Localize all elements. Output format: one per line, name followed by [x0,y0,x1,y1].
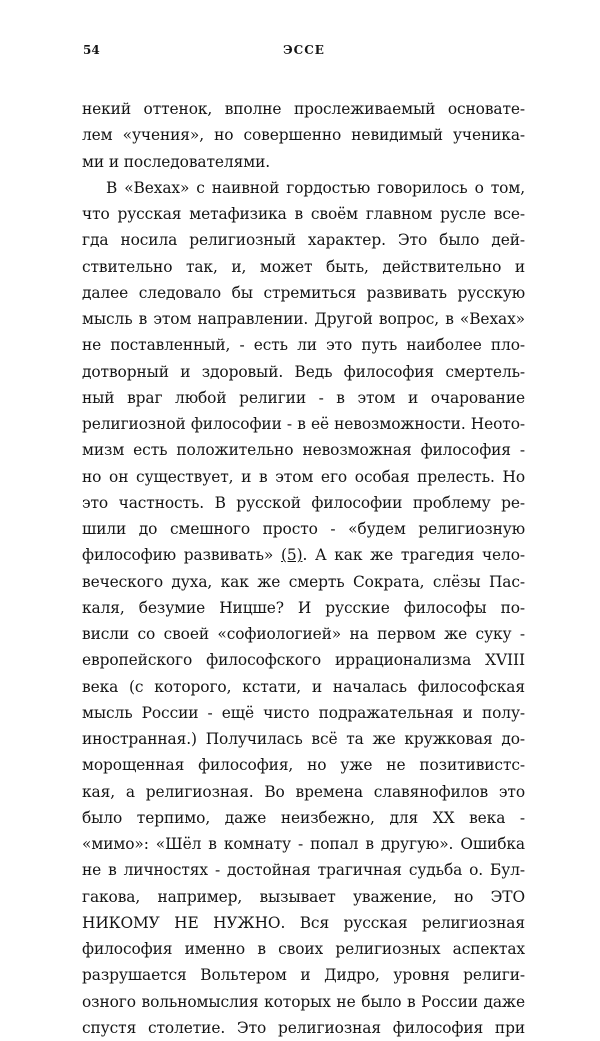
text-line: шили до смешного просто - «будем религиозную [82,520,525,538]
text-line: не поставленный, - есть ли это путь наиболее пло- [82,336,525,355]
footnote-reference-link[interactable]: (5) [280,546,303,565]
text-line: В «Вехах» с наивной гордостью говорилось о том, [106,178,525,197]
text-line: веческого духа, как же смерть Сократа, слёзы Пас- [82,572,525,591]
text-line: не в личностях - достойная трагичная судьба о. Бул- [82,861,525,880]
text-line: было терпимо, даже неизбежно, для XX века - [82,808,525,827]
text-line: иностранная.) Получилась всё та же кружковая до- [82,730,525,748]
text-line: «мимо»: «Шёл в комнату - попал в другую». Ошибка [82,835,525,853]
text-line: мысль России - ещё чисто подражательная и полу- [82,703,525,722]
text-line: ствительно так, и, может быть, действительно и [82,257,525,276]
page-number: 54 [83,43,100,57]
text-line: НИКОМУ НЕ НУЖНО. Вся русская религиозная [82,913,525,932]
text-line: гакова, например, вызывает уважение, но ЭТО [82,887,525,906]
text-line: спустя столетие. Это религиозная философия при [82,1018,525,1037]
page-header [83,43,525,63]
text-line: это частность. В русской философии проблему ре- [82,493,525,512]
text-line: озного вольномыслия которых не было в России даже [82,992,525,1011]
text-line: мизм есть положительно невозможная философия - [82,441,525,460]
text-line: европейского философского иррационализма XVIII [82,651,525,670]
text-line-with-reference [82,542,525,568]
text-line: что русская метафизика в своём главном русле все- [82,205,525,223]
text-line: далее следовало бы стремиться развивать русскую [82,283,525,302]
text-line: ми и последователями. [82,152,271,171]
body-text [82,96,525,1041]
text-line: философия именно в своих религиозных аспектах [82,940,525,958]
text-line: мысль в этом направлении. Другой вопрос, в «Вехах» [82,310,525,328]
text-line: кая, а религиозная. Во времена славянофилов это [82,782,525,801]
text-fragment: философию развивать» [82,546,281,565]
text-line: религиозной философии - в её невозможности. Неото- [82,415,525,433]
text-line: но он существует, и в этом его особая прелесть. Но [82,467,525,486]
text-line: лем «учения», но совершенно невидимый ученика- [82,126,525,145]
text-line: дотворный и здоровый. Ведь философия смертель- [82,362,525,381]
text-line: века (с которого, кстати, и началась философская [82,677,525,696]
text-line: ный враг любой религии - в этом и очарование [82,388,525,407]
text-line: некий оттенок, вполне прослеживаемый основате- [82,100,525,118]
text-line: морощенная философия, но уже не позитивистс- [82,756,525,775]
text-line: каля, безумие Ницше? И русские философы по- [82,598,525,617]
text-fragment: . А как же трагедия чело- [302,546,526,565]
running-title: ЭССЕ [283,43,325,57]
text-line: висли со своей «софиологией» на первом же суку - [82,625,525,643]
text-line: гда носила религиозный характер. Это было дей- [82,231,525,250]
text-line: разрушается Вольтером и Дидро, уровня религи- [82,966,525,985]
